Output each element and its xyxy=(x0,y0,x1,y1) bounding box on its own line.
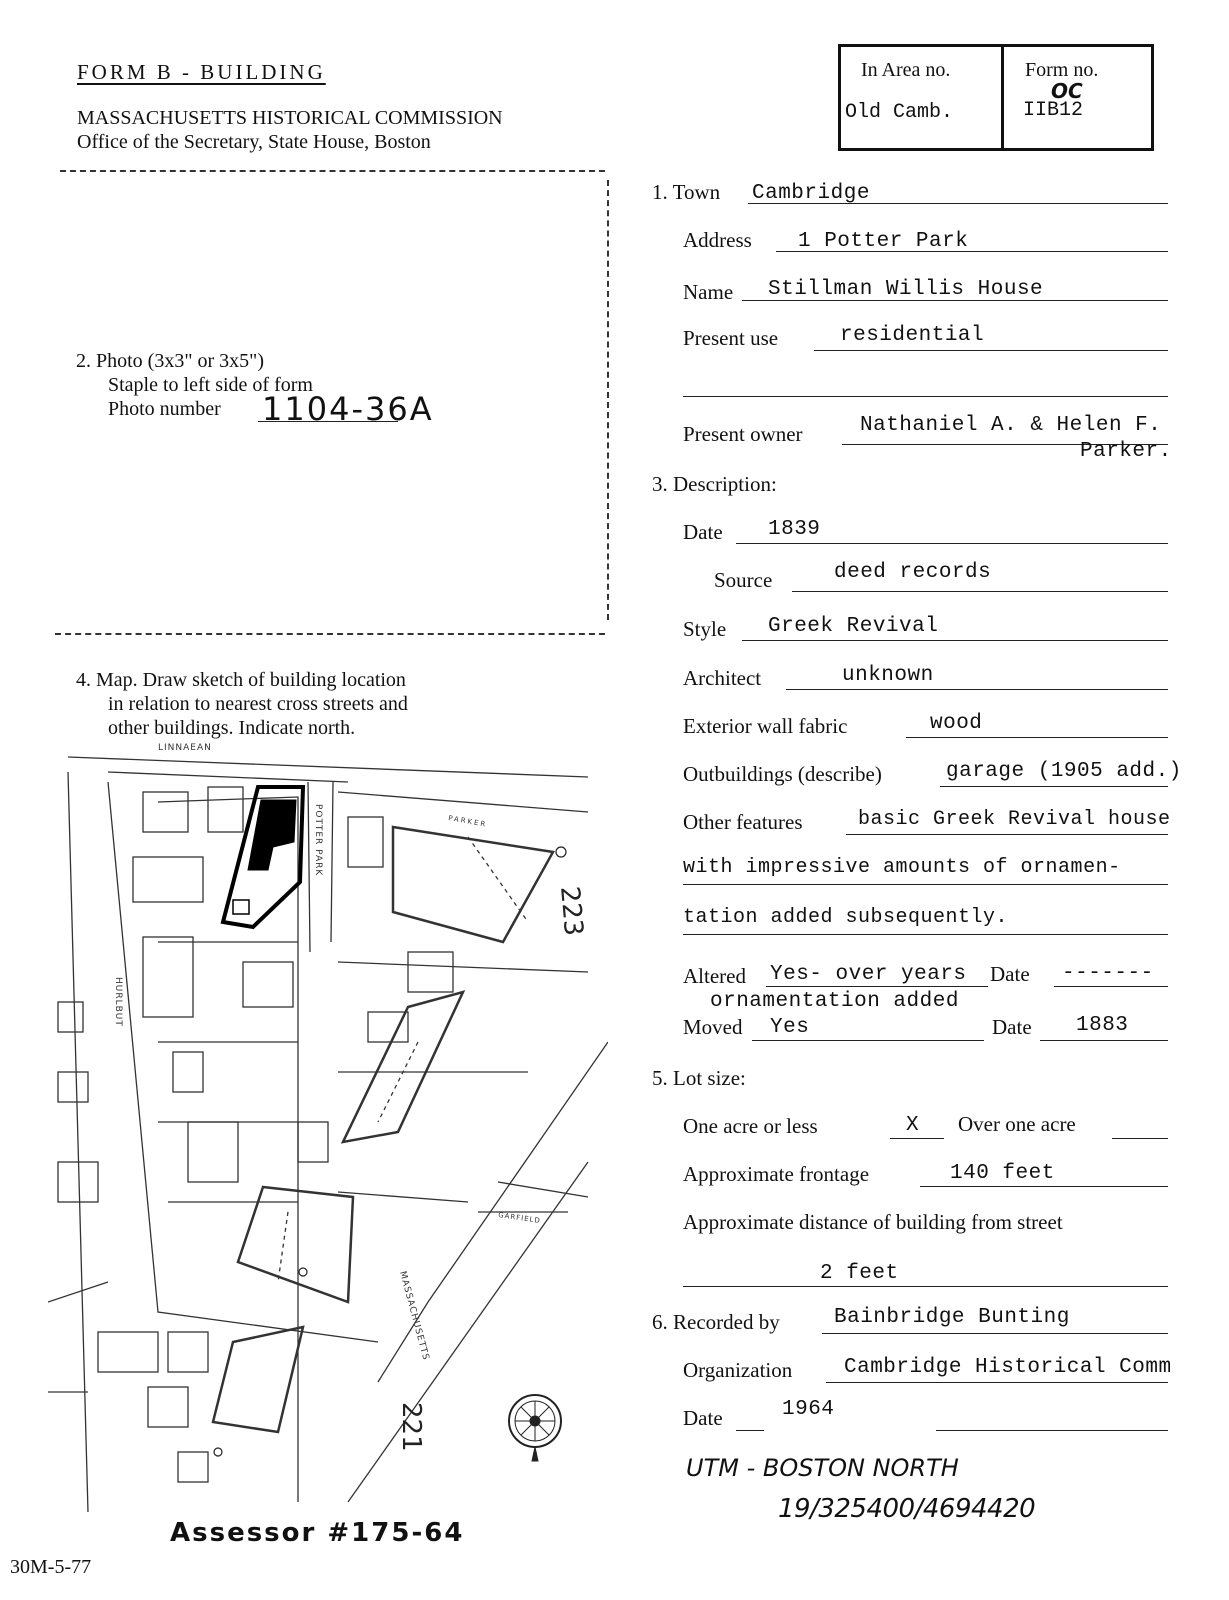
photo-number-value: 1104-36A xyxy=(262,390,434,428)
area-value: Old Camb. xyxy=(845,101,954,124)
architect-label: Architect xyxy=(683,666,762,690)
moved-date-line xyxy=(1040,1040,1168,1041)
agency-office: Office of the Secretary, State House, Boston xyxy=(77,131,431,153)
street-label-parker: PARKER xyxy=(447,814,488,829)
form-label: Form no. xyxy=(1025,59,1099,81)
distance-label: Approximate distance of building from street xyxy=(683,1210,1063,1234)
features-line3: tation added subsequently. xyxy=(683,906,1009,929)
features-line2: with impressive amounts of ornamen- xyxy=(683,856,1121,879)
altered-value: Yes- over years xyxy=(770,963,967,986)
owner-label: Present owner xyxy=(683,422,803,446)
street-label-linnaean: LINNAEAN xyxy=(158,743,212,753)
frontage-value: 140 feet xyxy=(950,1162,1055,1185)
source-label: Source xyxy=(714,568,773,592)
altered-label: Altered xyxy=(683,964,746,988)
assessor-number: Assessor #175-64 xyxy=(170,1518,465,1548)
street-label-hurlbut: HURLBUT xyxy=(113,977,123,1027)
rec-date-line-1 xyxy=(736,1430,764,1431)
outbuildings-label: Outbuildings (describe) xyxy=(683,762,882,786)
date-line xyxy=(736,543,1168,544)
map-line3: other buildings. Indicate north. xyxy=(108,717,356,739)
style-line xyxy=(742,640,1168,641)
features-underline-2 xyxy=(683,884,1168,885)
recorded-label: 6. Recorded by xyxy=(652,1310,780,1334)
lot-over-line xyxy=(1112,1138,1168,1139)
altered-date-line xyxy=(1054,986,1168,987)
agency-name: MASSACHUSETTS HISTORICAL COMMISSION xyxy=(77,107,503,129)
features-underline-3 xyxy=(683,934,1168,935)
form-value: IIB12 xyxy=(1023,99,1084,122)
altered-date-label: Date xyxy=(990,962,1030,986)
location-map xyxy=(48,742,608,1512)
lot-less-line xyxy=(890,1138,944,1139)
features-underline-1 xyxy=(846,834,1168,835)
utm-line1: UTM - BOSTON NORTH xyxy=(686,1454,959,1482)
map-line2: in relation to nearest cross streets and xyxy=(108,693,408,715)
utm-line2: 19/325400/4694420 xyxy=(778,1494,1036,1524)
recorded-line xyxy=(822,1333,1168,1334)
wall-label: Exterior wall fabric xyxy=(683,714,848,738)
street-label-garfield: GARFIELD xyxy=(497,1211,542,1225)
present-use-value: residential xyxy=(840,324,985,347)
rec-date-value: 1964 xyxy=(782,1398,835,1421)
town-label: 1. Town xyxy=(652,180,721,204)
lot-less-value: X xyxy=(906,1114,920,1137)
description-label: 3. Description: xyxy=(652,472,777,496)
form-code: 30M-5-77 xyxy=(10,1556,92,1578)
outbuildings-line xyxy=(940,786,1168,787)
architect-line xyxy=(786,689,1168,690)
moved-label: Moved xyxy=(683,1015,743,1039)
wall-value: wood xyxy=(930,712,983,735)
photo-number-line xyxy=(258,421,398,422)
present-use-label: Present use xyxy=(683,326,779,350)
form-title: FORM B - BUILDING xyxy=(77,60,326,84)
form-handwritten: OC xyxy=(1051,79,1083,103)
name-label: Name xyxy=(683,280,734,304)
moved-date-label: Date xyxy=(992,1015,1032,1039)
source-line xyxy=(792,591,1168,592)
photo-instruction: Staple to left side of form xyxy=(108,374,313,396)
source-value: deed records xyxy=(834,561,992,584)
style-label: Style xyxy=(683,617,727,641)
address-line xyxy=(776,251,1168,252)
town-line xyxy=(748,203,1168,204)
altered-note: ornamentation added xyxy=(710,990,959,1013)
north-compass-icon xyxy=(509,1395,561,1461)
subject-building xyxy=(248,800,296,870)
altered-date-value: ------- xyxy=(1062,962,1154,985)
wall-line xyxy=(906,737,1168,738)
map-number-221: 221 xyxy=(396,1402,426,1452)
moved-value: Yes xyxy=(770,1016,810,1039)
owner-value-line2: Parker. xyxy=(1080,440,1172,463)
recorded-value: Bainbridge Bunting xyxy=(834,1306,1070,1329)
org-value: Cambridge Historical Comm xyxy=(844,1356,1172,1379)
date-label: Date xyxy=(683,520,723,544)
rec-date-line-2 xyxy=(936,1430,1168,1431)
frontage-line xyxy=(920,1186,1168,1187)
street-label-massachusetts: MASSACHUSETTS xyxy=(397,1270,431,1362)
address-value: 1 Potter Park xyxy=(798,230,969,253)
id-box-divider xyxy=(1001,47,1004,148)
map-heading: 4. Map. Draw sketch of building location xyxy=(76,669,406,691)
distance-value: 2 feet xyxy=(820,1262,899,1285)
org-label: Organization xyxy=(683,1358,793,1382)
id-box xyxy=(838,44,1154,151)
date-value: 1839 xyxy=(768,518,821,541)
moved-line xyxy=(752,1040,984,1041)
style-value: Greek Revival xyxy=(768,615,939,638)
area-label: In Area no. xyxy=(861,59,951,81)
altered-line xyxy=(766,986,988,987)
address-label: Address xyxy=(683,228,752,252)
frontage-label: Approximate frontage xyxy=(683,1162,870,1186)
name-line xyxy=(742,300,1168,301)
town-value: Cambridge xyxy=(752,182,870,205)
features-line1: basic Greek Revival house xyxy=(858,808,1171,831)
street-label-potter-park: POTTER PARK xyxy=(313,804,323,877)
photo-top-dash xyxy=(60,170,605,172)
present-use-line xyxy=(814,350,1168,351)
lot-over-label: Over one acre xyxy=(958,1112,1076,1136)
photo-number-label: Photo number xyxy=(108,398,221,420)
features-label: Other features xyxy=(683,810,803,834)
map-number-223: 223 xyxy=(554,884,589,938)
photo-bottom-dash xyxy=(55,633,605,635)
outbuildings-value: garage (1905 add.) xyxy=(946,760,1182,783)
distance-line xyxy=(683,1286,1168,1287)
name-value: Stillman Willis House xyxy=(768,278,1044,301)
present-use-line-2 xyxy=(683,396,1168,397)
rec-date-label: Date xyxy=(683,1406,723,1430)
moved-date-value: 1883 xyxy=(1076,1014,1129,1037)
photo-heading: 2. Photo (3x3" or 3x5") xyxy=(76,350,264,372)
owner-value-line1: Nathaniel A. & Helen F. xyxy=(860,414,1162,437)
architect-value: unknown xyxy=(842,664,934,687)
photo-right-dash xyxy=(607,180,609,620)
org-line xyxy=(826,1382,1168,1383)
lot-less-label: One acre or less xyxy=(683,1114,818,1138)
lot-label: 5. Lot size: xyxy=(652,1066,746,1090)
